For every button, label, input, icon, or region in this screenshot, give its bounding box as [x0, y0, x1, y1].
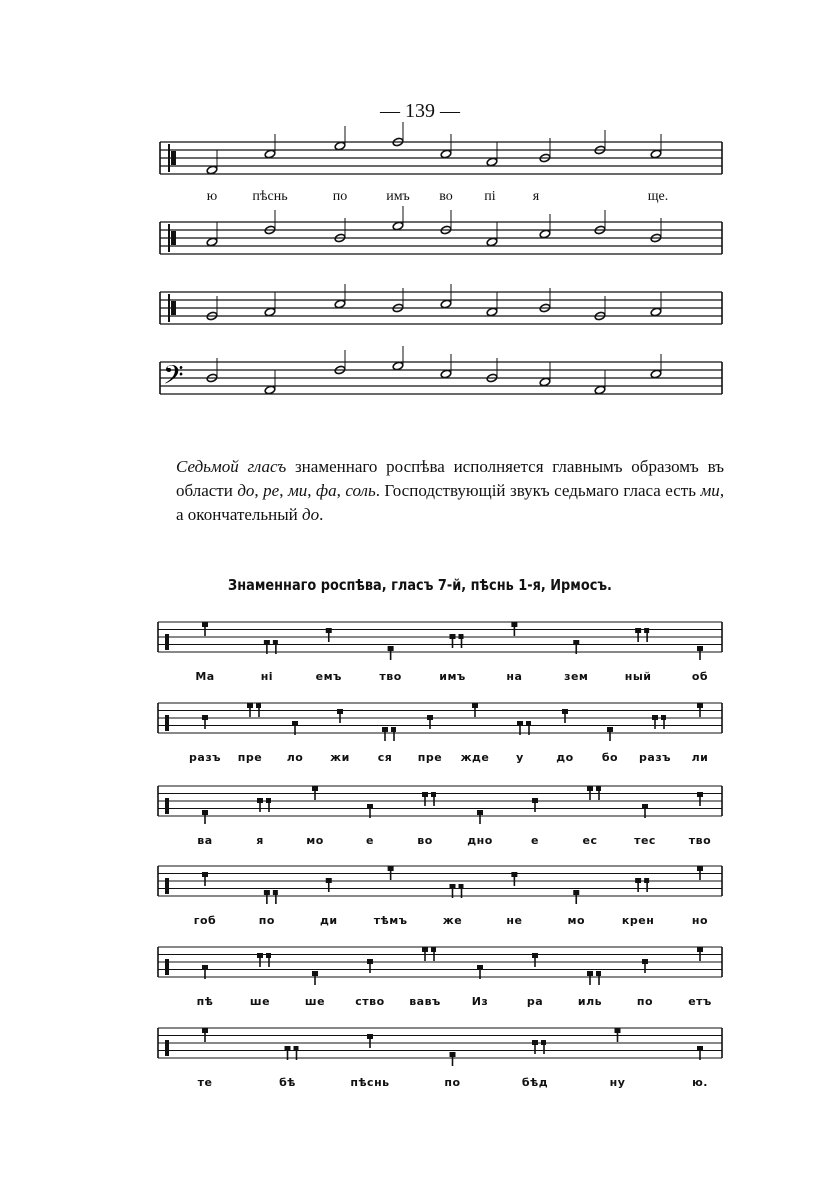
znamenny-lyrics-row — [158, 670, 722, 692]
znamenny-syllable: по — [636, 995, 654, 1008]
clef-icon — [165, 878, 169, 894]
paragraph-text: , — [336, 481, 346, 500]
znamenny-syllable: до — [556, 751, 574, 764]
znamenny-syllable: пре — [417, 751, 443, 764]
znamenny-syllable: не — [506, 914, 523, 927]
znamenny-syllable: бо — [601, 751, 619, 764]
znamenny-syllable: по — [444, 1076, 461, 1089]
paragraph-text: знаменнаго роспѣва исполняется главнымъ образомъ въ области — [176, 457, 724, 500]
znamenny-syllable: у — [516, 751, 524, 764]
znamenny-syllable: же — [442, 914, 463, 927]
znamenny-syllable: разъ — [639, 751, 671, 764]
lyric-syllable: ще. — [647, 189, 669, 204]
znamenny-syllable: бѣд — [521, 1076, 549, 1089]
lyric-syllable: я — [532, 189, 540, 204]
znamenny-syllable: Ма — [195, 670, 215, 683]
italic-term: ми — [287, 481, 308, 500]
znamenny-syllable: Из — [471, 995, 489, 1008]
clef-icon — [165, 634, 169, 650]
znamenny-syllable: ше — [304, 995, 326, 1008]
lyric-syllable: пі — [484, 189, 496, 204]
italic-term: ми — [700, 481, 720, 500]
znamenny-syllable: ва — [197, 834, 213, 847]
italic-term: до — [302, 505, 320, 524]
znamenny-lyrics-row — [158, 914, 722, 936]
lyric-syllable: во — [439, 189, 453, 204]
znamenny-syllable: ше — [249, 995, 271, 1008]
page-number: — 139 — — [380, 100, 460, 122]
italic-term: ре — [263, 481, 280, 500]
znamenny-syllable: ю. — [692, 1076, 708, 1089]
znamenny-syllable: я — [256, 834, 264, 847]
znamenny-syllable: дно — [467, 834, 493, 847]
paragraph-text: , — [307, 481, 317, 500]
znamenny-syllable: те — [197, 1076, 213, 1089]
paragraph-text: . Господствующій звукъ седьмаго гласа есть — [375, 481, 701, 500]
znamenny-syllable: бѣ — [279, 1076, 296, 1089]
znamenny-syllable: но — [691, 914, 709, 927]
znamenny-syllable: ли — [691, 751, 709, 764]
znamenny-lyrics-row — [158, 834, 722, 856]
bass-clef-icon: 𝄢 — [163, 359, 184, 397]
znamenny-syllable: тво — [379, 670, 402, 683]
znamenny-syllable: разъ — [189, 751, 221, 764]
znamenny-lyrics-row — [158, 751, 722, 773]
znamenny-lyrics-row — [158, 995, 722, 1017]
znamenny-syllable: иль — [577, 995, 603, 1008]
znamenny-syllable: пре — [237, 751, 263, 764]
clef-icon — [165, 959, 169, 975]
znamenny-lyrics-row — [158, 1076, 722, 1098]
znamenny-syllable: ну — [609, 1076, 626, 1089]
znamenny-syllable: на — [506, 670, 523, 683]
clef-icon — [165, 1040, 169, 1056]
znamenny-syllable: ра — [526, 995, 544, 1008]
znamenny-syllable: тес — [634, 834, 656, 847]
znamenny-syllable: во — [417, 834, 433, 847]
znamenny-syllable: жи — [330, 751, 350, 764]
znamenny-syllable: етъ — [688, 995, 712, 1008]
znamenny-syllable: гоб — [193, 914, 217, 927]
znamenny-syllable: мо — [567, 914, 586, 927]
clef-icon — [165, 715, 169, 731]
italic-term: Седьмой гласъ — [176, 457, 287, 476]
paragraph-text: , — [254, 481, 264, 500]
znamenny-syllable: е — [366, 834, 374, 847]
znamenny-syllable: ес — [582, 834, 598, 847]
italic-term: соль — [345, 481, 376, 500]
znamenny-syllable: жде — [460, 751, 490, 764]
znamenny-syllable: вавъ — [409, 995, 441, 1008]
znamenny-syllable: ні — [260, 670, 274, 683]
znamenny-syllable: зем — [564, 670, 589, 683]
znamenny-syllable: ный — [624, 670, 652, 683]
znamenny-syllable: ство — [355, 995, 385, 1008]
znamenny-syllable: мо — [306, 834, 324, 847]
znamenny-syllable: пѣ — [196, 995, 214, 1008]
znamenny-syllable: ся — [377, 751, 393, 764]
znamenny-syllable: тво — [688, 834, 712, 847]
lyric-syllable: по — [332, 189, 348, 204]
lyric-syllable: имъ — [386, 189, 410, 204]
paragraph-text: , — [279, 481, 288, 500]
znamenny-syllable: ди — [319, 914, 338, 927]
znamenny-syllable: е — [531, 834, 539, 847]
znamenny-syllable: крен — [621, 914, 655, 927]
znamenny-syllable: об — [691, 670, 709, 683]
lyric-syllable: пѣснь — [252, 189, 288, 204]
znamenny-syllable: тѣмъ — [373, 914, 408, 927]
znamenny-syllable: емъ — [315, 670, 342, 683]
paragraph-text: . — [319, 505, 324, 524]
chant-heading: Знаменнаго роспѣва, гласъ 7-й, пѣснь 1-я, Ирмосъ. — [228, 576, 612, 594]
znamenny-syllable: по — [258, 914, 275, 927]
italic-term: до — [237, 481, 255, 500]
znamenny-syllable: пѣснь — [350, 1076, 390, 1089]
znamenny-syllable: ло — [286, 751, 304, 764]
paragraph-text: , а окончательный — [176, 481, 725, 524]
znamenny-syllable: имъ — [439, 670, 466, 683]
lyric-syllable: ю — [206, 189, 218, 204]
clef-icon — [165, 798, 169, 814]
italic-term: фа — [316, 481, 337, 500]
